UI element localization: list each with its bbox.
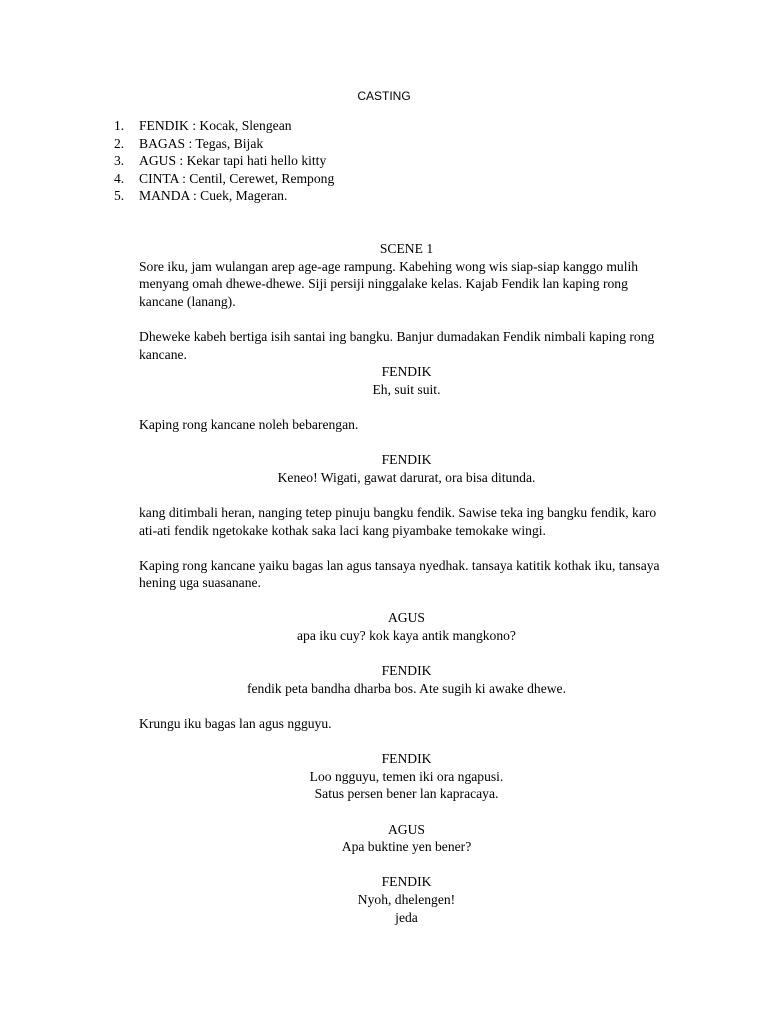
cast-entry: AGUS : Kekar tapi hati hello kitty — [139, 153, 327, 169]
list-item — [114, 170, 674, 188]
spacer — [139, 697, 674, 715]
character-name: FENDIK — [381, 874, 432, 890]
dialogue-line: Nyoh, dhelengen! — [357, 891, 456, 907]
casting-list — [114, 117, 674, 205]
spacer — [139, 434, 674, 452]
list-number: 4. — [114, 170, 125, 186]
spacer — [139, 486, 674, 504]
cast-entry: BAGAS : Tegas, Bijak — [139, 135, 264, 151]
narration-paragraph: Krungu iku bagas lan agus ngguyu. — [139, 716, 332, 732]
scene-heading: SCENE 1 — [379, 241, 434, 256]
narration-paragraph: kang ditimbali heran, nanging tetep pinuju bangku fendik. Sawise teka ing bangku fendik, karo ati-ati fendik ngetokake kothak saka laci kang piyambake temokake wingi. — [139, 504, 657, 538]
list-item — [114, 152, 674, 170]
dialogue-line: Apa buktine yen bener? — [341, 839, 472, 855]
dialogue-line: Satus persen bener lan kapracaya. — [314, 786, 499, 802]
character-name: FENDIK — [381, 663, 432, 679]
scene-body — [139, 240, 674, 926]
spacer — [139, 856, 674, 874]
spacer — [139, 592, 674, 610]
dialogue-line: apa iku cuy? kok kaya antik mangkono? — [297, 628, 516, 644]
list-item — [114, 135, 674, 153]
list-item — [114, 187, 674, 205]
character-name: AGUS — [387, 610, 425, 626]
spacer — [139, 398, 674, 416]
character-name: FENDIK — [381, 452, 432, 468]
narration-paragraph: Kaping rong kancane noleh bebarengan. — [139, 416, 359, 432]
narration-paragraph: Sore iku, jam wulangan arep age-age rampung. Kabehing wong wis siap-siap kanggo mulih menyang omah dhewe-dhewe. Siji persiji ninggalake kelas. Kajab Fendik lan kaping rong kancane (lanang). — [139, 258, 639, 309]
dialogue-line: fendik peta bandha dharba bos. Ate sugih ki awake dhewe. — [247, 680, 566, 696]
spacer — [139, 645, 674, 663]
spacer — [139, 803, 674, 821]
list-number: 5. — [114, 188, 125, 204]
list-number: 2. — [114, 135, 125, 151]
list-number: 1. — [114, 118, 125, 133]
narration-paragraph: Kaping rong kancane yaiku bagas lan agus tansaya nyedhak. tansaya katitik kothak iku, tansaya hening uga suasanane. — [139, 557, 660, 591]
spacer — [139, 733, 674, 751]
document-title: CASTING — [357, 89, 411, 103]
dialogue-line: Keneo! Wigati, gawat darurat, ora bisa ditunda. — [277, 469, 536, 485]
character-name: FENDIK — [381, 364, 432, 380]
spacer — [139, 310, 674, 328]
character-name: AGUS — [387, 821, 425, 837]
character-name: FENDIK — [381, 751, 432, 767]
dialogue-line: Loo ngguyu, temen iki ora ngapusi. — [309, 768, 504, 784]
cast-entry: CINTA : Centil, Cerewet, Rempong — [139, 170, 335, 186]
cast-entry: FENDIK : Kocak, Slengean — [139, 118, 292, 133]
dialogue-line: Eh, suit suit. — [372, 381, 441, 397]
spacer — [139, 539, 674, 557]
list-number: 3. — [114, 153, 125, 169]
stage-direction: jeda — [395, 909, 418, 925]
list-item — [114, 117, 674, 135]
narration-paragraph: Dheweke kabeh bertiga isih santai ing bangku. Banjur dumadakan Fendik nimbali kaping rong kancane. — [139, 328, 655, 362]
cast-entry: MANDA : Cuek, Mageran. — [139, 188, 288, 204]
